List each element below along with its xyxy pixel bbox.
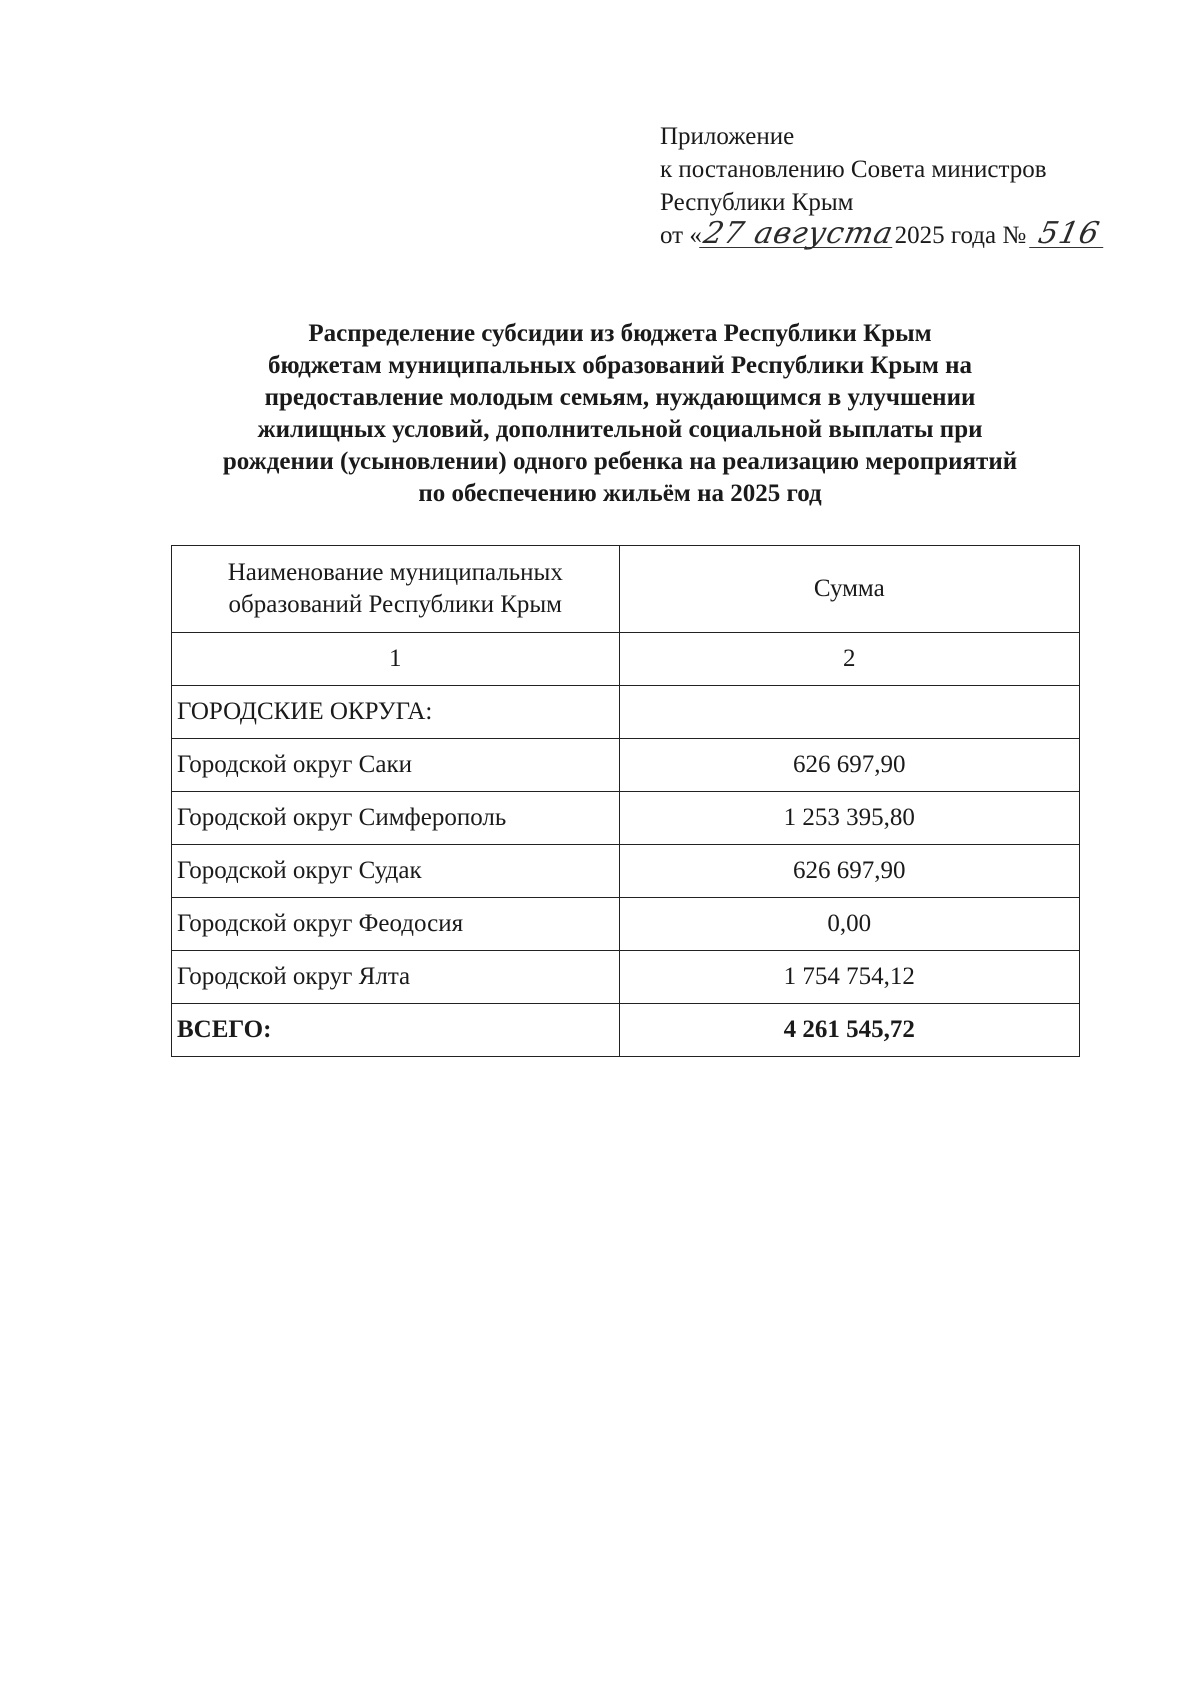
section-label: ГОРОДСКИЕ ОКРУГА:: [172, 686, 620, 739]
subsidy-table: [171, 545, 1080, 1057]
appendix-republic: Республики Крым: [660, 189, 854, 216]
column-number-1: 1: [172, 633, 620, 686]
header-municipality-line2: образований Республики Крым: [228, 591, 563, 618]
title-line: предоставление молодым семьям, нуждающимся в улучшении: [264, 384, 976, 411]
header-municipality-line1: Наименование муниципальных: [227, 559, 563, 586]
section-amount-empty: [619, 686, 1079, 739]
handwritten-decree-number: 516: [1030, 221, 1110, 248]
total-row: [172, 1004, 1080, 1057]
header-amount: Сумма: [619, 546, 1079, 633]
appendix-date-line: [660, 216, 1140, 252]
table-row: [172, 898, 1080, 951]
date-prefix: от «: [660, 222, 702, 249]
appendix-decree-reference: к постановлению Совета министров: [660, 156, 1047, 183]
municipality-name: Городской округ Саки: [172, 739, 620, 792]
total-amount: 4 261 545,72: [619, 1004, 1079, 1057]
table-row: [172, 739, 1080, 792]
handwritten-date: 27 августа: [700, 216, 897, 251]
municipality-name: Городской округ Феодосия: [172, 898, 620, 951]
subsidy-amount: 0,00: [619, 898, 1079, 951]
table-row: [172, 951, 1080, 1004]
subsidy-amount: 1 754 754,12: [619, 951, 1079, 1004]
total-label: ВСЕГО:: [172, 1004, 620, 1057]
municipality-name: Городской округ Ялта: [172, 951, 620, 1004]
column-number-row: [172, 633, 1080, 686]
document-title: [160, 318, 1080, 510]
title-line: рождении (усыновлении) одного ребенка на реализацию мероприятий: [222, 448, 1018, 475]
header-municipality: [172, 546, 620, 633]
table-row: [172, 845, 1080, 898]
title-line: жилищных условий, дополнительной социальной выплаты при: [257, 416, 983, 443]
appendix-header: [660, 120, 1140, 252]
appendix-title: Приложение: [660, 123, 795, 150]
year-text: 2025 года №: [894, 222, 1027, 249]
subsidy-amount: 626 697,90: [619, 845, 1079, 898]
title-line: Распределение субсидии из бюджета Республики Крым: [308, 320, 932, 347]
subsidy-amount: 1 253 395,80: [619, 792, 1079, 845]
table-header-row: [172, 546, 1080, 633]
title-line: бюджетам муниципальных образований Республики Крым на: [267, 352, 973, 379]
municipality-name: Городской округ Симферополь: [172, 792, 620, 845]
title-line: по обеспечению жильём на 2025 год: [418, 480, 822, 507]
column-number-2: 2: [619, 633, 1079, 686]
subsidy-amount: 626 697,90: [619, 739, 1079, 792]
table-row: [172, 792, 1080, 845]
municipality-name: Городской округ Судак: [172, 845, 620, 898]
section-row: [172, 686, 1080, 739]
